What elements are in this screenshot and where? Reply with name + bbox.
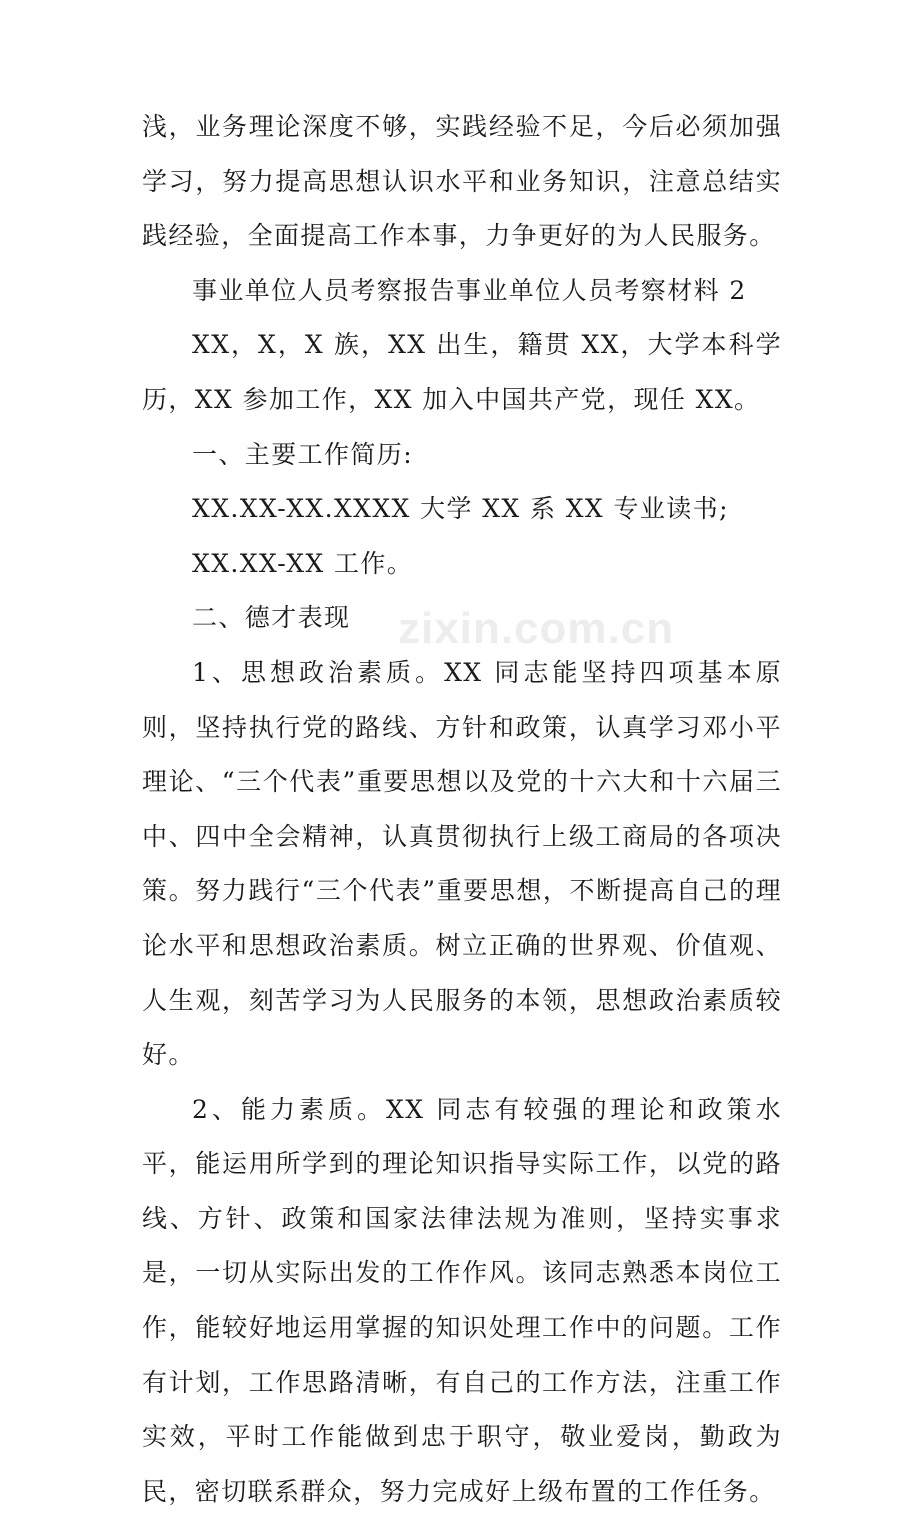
paragraph-continuation: 浅，业务理论深度不够，实践经验不足，今后必须加强学习，努力提高思想认识水平和业务知识，注意总结实践经验，全面提高工作本事，力争更好的为人民服务。 xyxy=(142,112,782,251)
heading-work-history: 一、主要工作简历: xyxy=(192,439,414,469)
heading-performance: 二、德才表现 xyxy=(192,603,351,633)
document-body xyxy=(142,100,782,1519)
paragraph-personal-info: XX，X，X 族，XX 出生，籍贯 XX，大学本科学历，XX 参加工作，XX 加入中国共产党，现任 XX。 xyxy=(142,330,782,414)
work-history-item: XX.XX-XX 工作。 xyxy=(192,548,414,578)
section-title: 事业单位人员考察报告事业单位人员考察材料 2 xyxy=(192,275,747,305)
paragraph-political-quality: 1、思想政治素质。XX 同志能坚持四项基本原则，坚持执行党的路线、方针和政策，认真学习邓小平理论、“三个代表”重要思想以及党的十六大和十六届三中、四中全会精神，认真贯彻执行上级工商局的各项决策。努力践行“三个代表”重要思想，不断提高自己的理论水平和思想政治素质。树立正确的世界观、价值观、人生观，刻苦学习为人民服务的本领，思想政治素质较好。 xyxy=(142,657,782,1070)
work-history-item: XX.XX-XX.XXXX 大学 XX 系 XX 专业读书; xyxy=(192,494,729,524)
watermark: zixin.com.cn xyxy=(398,604,675,653)
paragraph-ability-quality: 2、能力素质。XX 同志有较强的理论和政策水平，能运用所学到的理论知识指导实际工作，以党的路线、方针、政策和国家法律法规为准则，坚持实事求是，一切从实际出发的工作作风。该同志熟悉本岗位工作，能较好地运用掌握的知识处理工作中的问题。工作有计划，工作思路清晰，有自己的工作方法，注重工作实效，平时工作能做到忠于职守，敬业爱岗，勤政为民，密切联系群众，努力完成好上级布置的工作任务。 xyxy=(142,1094,782,1506)
